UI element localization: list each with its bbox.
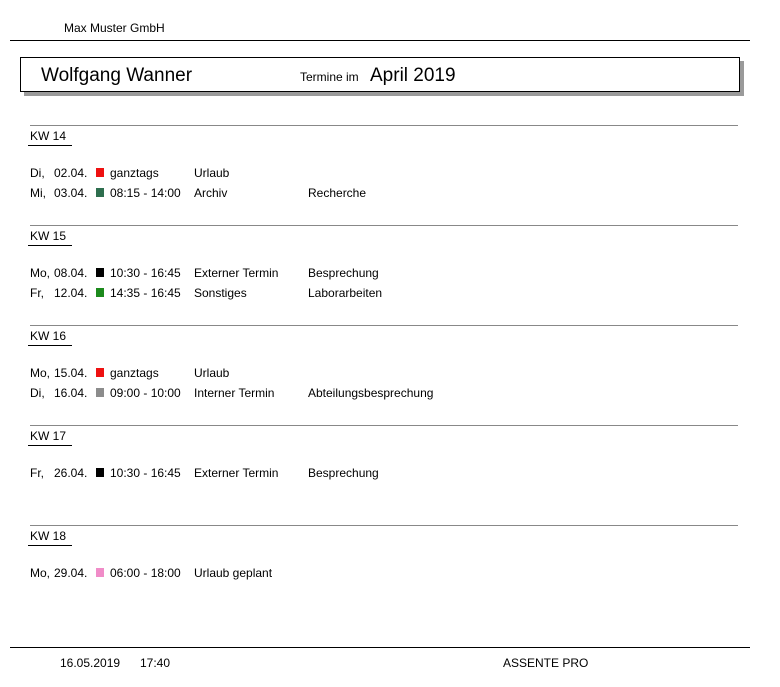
time-range: ganztags <box>110 366 159 380</box>
weekday: Di, <box>30 166 45 180</box>
weekday: Fr, <box>30 466 44 480</box>
category: Urlaub geplant <box>194 566 273 580</box>
week-label: KW 16 <box>30 329 67 343</box>
week-label: KW 18 <box>30 529 67 543</box>
week-divider <box>30 525 738 526</box>
person-name: Wolfgang Wanner <box>41 65 193 86</box>
date: 08.04. <box>54 266 88 280</box>
title-box <box>20 57 740 92</box>
category-color-swatch <box>96 468 104 477</box>
time-range: 14:35 - 16:45 <box>110 286 181 300</box>
week-divider <box>30 325 738 326</box>
category: Externer Termin <box>194 466 279 480</box>
week-divider <box>30 425 738 426</box>
category-color-swatch <box>96 568 104 577</box>
week-label: KW 15 <box>30 229 67 243</box>
category: Archiv <box>194 186 228 200</box>
title-month: April 2019 <box>370 65 456 86</box>
week-divider <box>30 225 738 226</box>
category: Externer Termin <box>194 266 279 280</box>
company-name: Max Muster GmbH <box>64 21 165 35</box>
time-range: 06:00 - 18:00 <box>110 566 181 580</box>
week-label-underline <box>28 345 72 346</box>
category-color-swatch <box>96 388 104 397</box>
weekday: Mo, <box>30 366 51 380</box>
category-color-swatch <box>96 188 104 197</box>
category-color-swatch <box>96 268 104 277</box>
date: 26.04. <box>54 466 88 480</box>
weekday: Mo, <box>30 566 51 580</box>
week-label: KW 17 <box>30 429 67 443</box>
date: 12.04. <box>54 286 88 300</box>
footer-brand: ASSENTE PRO <box>503 656 589 670</box>
week-label-underline <box>28 145 72 146</box>
date: 15.04. <box>54 366 88 380</box>
weekday: Mo, <box>30 266 51 280</box>
date: 29.04. <box>54 566 88 580</box>
category: Urlaub <box>194 166 230 180</box>
time-range: 10:30 - 16:45 <box>110 266 181 280</box>
weekday: Mi, <box>30 186 46 200</box>
category-color-swatch <box>96 168 104 177</box>
category: Urlaub <box>194 366 230 380</box>
weekday: Fr, <box>30 286 44 300</box>
week-divider <box>30 125 738 126</box>
category-color-swatch <box>96 368 104 377</box>
title-subtitle: Termine im <box>300 70 359 84</box>
week-label: KW 14 <box>30 129 67 143</box>
description: Abteilungsbesprechung <box>308 386 434 400</box>
description: Besprechung <box>308 466 379 480</box>
time-range: ganztags <box>110 166 159 180</box>
category: Sonstiges <box>194 286 247 300</box>
description: Laborarbeiten <box>308 286 383 300</box>
week-label-underline <box>28 245 72 246</box>
category-color-swatch <box>96 288 104 297</box>
footer-time: 17:40 <box>140 656 171 670</box>
header-divider <box>10 40 750 41</box>
footer-date: 16.05.2019 <box>60 656 121 670</box>
time-range: 08:15 - 14:00 <box>110 186 181 200</box>
category: Interner Termin <box>194 386 275 400</box>
week-label-underline <box>28 445 72 446</box>
description: Besprechung <box>308 266 379 280</box>
date: 02.04. <box>54 166 88 180</box>
time-range: 10:30 - 16:45 <box>110 466 181 480</box>
description: Recherche <box>308 186 367 200</box>
time-range: 09:00 - 10:00 <box>110 386 181 400</box>
week-label-underline <box>28 545 72 546</box>
date: 03.04. <box>54 186 88 200</box>
weekday: Di, <box>30 386 45 400</box>
footer-divider <box>10 647 750 648</box>
date: 16.04. <box>54 386 88 400</box>
